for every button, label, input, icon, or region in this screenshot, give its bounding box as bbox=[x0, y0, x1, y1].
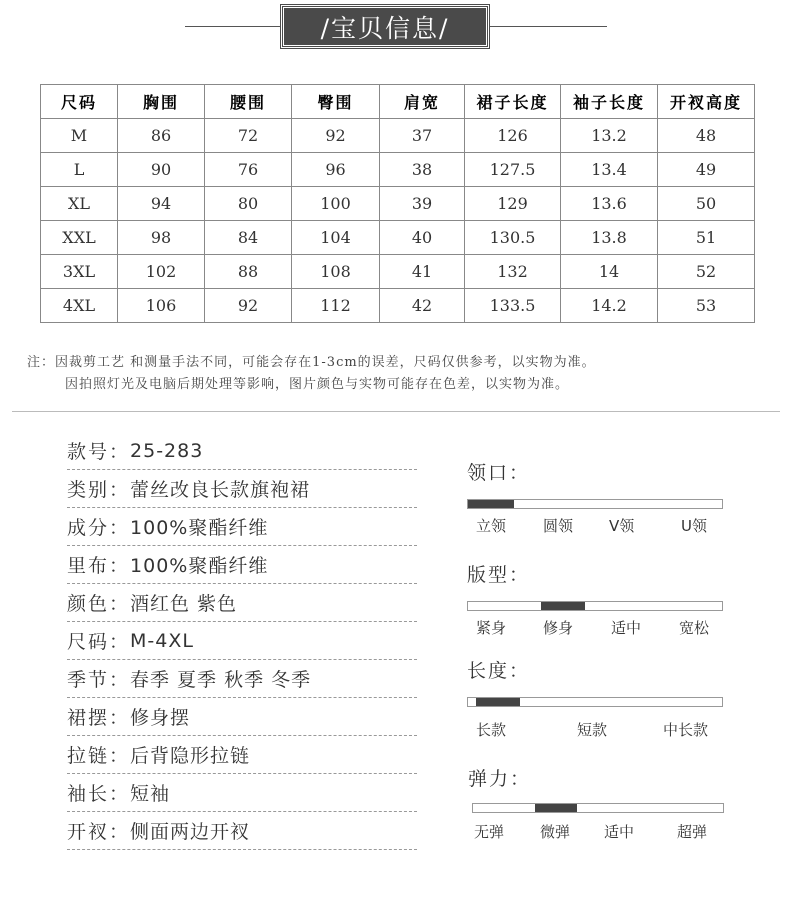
table-cell: 112 bbox=[292, 289, 380, 323]
scale-options bbox=[472, 821, 724, 841]
detail-value: 蕾丝改良长款旗袍裙 bbox=[130, 479, 311, 501]
title-line-left bbox=[185, 26, 281, 27]
scale-bar bbox=[467, 499, 723, 509]
detail-label: 袖长： bbox=[67, 783, 131, 805]
detail-value: 侧面两边开衩 bbox=[130, 821, 251, 843]
detail-label: 拉链： bbox=[67, 745, 131, 767]
table-cell: 38 bbox=[380, 153, 465, 187]
scale-option: 适中 bbox=[604, 823, 635, 841]
product-details bbox=[67, 432, 417, 850]
detail-label: 季节： bbox=[67, 669, 131, 691]
table-cell: 53 bbox=[658, 289, 755, 323]
table-cell: 51 bbox=[658, 221, 755, 255]
detail-row bbox=[67, 470, 417, 508]
table-row bbox=[41, 187, 755, 221]
table-cell: 130.5 bbox=[465, 221, 561, 255]
table-cell: 40 bbox=[380, 221, 465, 255]
scale-option: 中长款 bbox=[663, 721, 709, 739]
scale-option: 微弹 bbox=[540, 823, 571, 841]
scale-bar bbox=[467, 697, 723, 707]
scale-option: V领 bbox=[609, 517, 635, 535]
scale-indicator bbox=[468, 500, 514, 508]
table-cell: 104 bbox=[292, 221, 380, 255]
section-divider bbox=[12, 411, 780, 412]
table-cell: 88 bbox=[205, 255, 292, 289]
detail-value: 酒红色 紫色 bbox=[130, 593, 238, 615]
scale-option: 圆领 bbox=[543, 517, 574, 535]
scale-option: 修身 bbox=[543, 619, 574, 637]
table-cell: 13.8 bbox=[561, 221, 658, 255]
scale-options bbox=[467, 617, 723, 637]
detail-value: 后背隐形拉链 bbox=[130, 745, 251, 767]
table-cell: 13.4 bbox=[561, 153, 658, 187]
scale-option: U领 bbox=[681, 517, 707, 535]
table-row bbox=[41, 221, 755, 255]
scale-title: 领口： bbox=[467, 462, 531, 484]
note-line-1: 注：因裁剪工艺 和测量手法不同，可能会存在1-3cm的误差，尺码仅供参考，以实物为准。 bbox=[27, 355, 596, 370]
table-cell: XL bbox=[41, 187, 118, 221]
table-cell: XXL bbox=[41, 221, 118, 255]
detail-label: 类别： bbox=[67, 479, 131, 501]
detail-label: 款号： bbox=[67, 441, 131, 463]
column-header: 袖子长度 bbox=[561, 85, 658, 119]
table-cell: 39 bbox=[380, 187, 465, 221]
detail-label: 尺码： bbox=[67, 631, 131, 653]
detail-label: 开衩： bbox=[67, 821, 131, 843]
detail-value: 100%聚酯纤维 bbox=[130, 555, 269, 577]
detail-value: 25-283 bbox=[130, 439, 204, 462]
table-cell: 90 bbox=[118, 153, 205, 187]
scale-option: 长款 bbox=[476, 721, 507, 739]
detail-value: 春季 夏季 秋季 冬季 bbox=[130, 669, 312, 691]
table-cell: 50 bbox=[658, 187, 755, 221]
table-cell: 14.2 bbox=[561, 289, 658, 323]
table-row bbox=[41, 153, 755, 187]
table-cell: 3XL bbox=[41, 255, 118, 289]
detail-label: 里布： bbox=[67, 555, 131, 577]
detail-row bbox=[67, 508, 417, 546]
scale-option: 适中 bbox=[611, 619, 642, 637]
table-cell: M bbox=[41, 119, 118, 153]
detail-row bbox=[67, 698, 417, 736]
table-row bbox=[41, 119, 755, 153]
column-header: 肩宽 bbox=[380, 85, 465, 119]
detail-row bbox=[67, 584, 417, 622]
scale-length bbox=[467, 656, 723, 739]
table-cell: 80 bbox=[205, 187, 292, 221]
detail-value: 100%聚酯纤维 bbox=[130, 517, 269, 539]
detail-label: 裙摆： bbox=[67, 707, 131, 729]
table-cell: 126 bbox=[465, 119, 561, 153]
detail-row bbox=[67, 660, 417, 698]
detail-label: 成分： bbox=[67, 517, 131, 539]
detail-row bbox=[67, 774, 417, 812]
table-cell: 127.5 bbox=[465, 153, 561, 187]
table-cell: 42 bbox=[380, 289, 465, 323]
table-cell: 129 bbox=[465, 187, 561, 221]
table-cell: 96 bbox=[292, 153, 380, 187]
column-header: 臀围 bbox=[292, 85, 380, 119]
table-cell: 102 bbox=[118, 255, 205, 289]
detail-row bbox=[67, 622, 417, 660]
detail-row bbox=[67, 812, 417, 850]
table-cell: 92 bbox=[292, 119, 380, 153]
table-cell: 133.5 bbox=[465, 289, 561, 323]
scale-option: 超弹 bbox=[677, 823, 708, 841]
table-cell: 72 bbox=[205, 119, 292, 153]
table-cell: 13.6 bbox=[561, 187, 658, 221]
table-cell: 41 bbox=[380, 255, 465, 289]
column-header: 腰围 bbox=[205, 85, 292, 119]
scale-option: 无弹 bbox=[474, 823, 505, 841]
column-header: 开衩高度 bbox=[658, 85, 755, 119]
scale-options bbox=[467, 515, 723, 535]
table-cell: 37 bbox=[380, 119, 465, 153]
detail-value: 修身摆 bbox=[130, 707, 191, 729]
table-cell: 98 bbox=[118, 221, 205, 255]
scale-indicator bbox=[541, 602, 585, 610]
scale-option: 紧身 bbox=[476, 619, 507, 637]
scale-indicator bbox=[535, 804, 577, 812]
column-header: 裙子长度 bbox=[465, 85, 561, 119]
table-cell: 86 bbox=[118, 119, 205, 153]
scale-collar bbox=[467, 458, 723, 535]
table-cell: 52 bbox=[658, 255, 755, 289]
column-header: 尺码 bbox=[41, 85, 118, 119]
scale-fit bbox=[467, 560, 723, 637]
detail-row bbox=[67, 546, 417, 584]
table-cell: 49 bbox=[658, 153, 755, 187]
scale-elasticity bbox=[468, 764, 724, 841]
table-cell: 84 bbox=[205, 221, 292, 255]
table-cell: 14 bbox=[561, 255, 658, 289]
table-cell: 132 bbox=[465, 255, 561, 289]
scale-bar bbox=[467, 601, 723, 611]
title-line-right bbox=[489, 26, 607, 27]
scale-title: 弹力： bbox=[468, 768, 532, 790]
scale-options bbox=[467, 719, 723, 739]
detail-value: 短袖 bbox=[130, 783, 171, 805]
detail-label: 颜色： bbox=[67, 593, 131, 615]
table-cell: 13.2 bbox=[561, 119, 658, 153]
scale-option: 宽松 bbox=[679, 619, 710, 637]
note-line-2: 因拍照灯光及电脑后期处理等影响，图片颜色与实物可能存在色差，以实物为准。 bbox=[65, 377, 570, 392]
table-row bbox=[41, 289, 755, 323]
scale-indicator bbox=[476, 698, 520, 706]
table-cell: 106 bbox=[118, 289, 205, 323]
table-cell: 100 bbox=[292, 187, 380, 221]
table-cell: 48 bbox=[658, 119, 755, 153]
table-cell: 4XL bbox=[41, 289, 118, 323]
table-cell: L bbox=[41, 153, 118, 187]
scale-title: 长度： bbox=[467, 660, 531, 682]
detail-row bbox=[67, 432, 417, 470]
column-header: 胸围 bbox=[118, 85, 205, 119]
table-row bbox=[41, 255, 755, 289]
detail-value: M-4XL bbox=[130, 629, 194, 652]
size-table-header-row bbox=[41, 85, 755, 119]
scale-title: 版型： bbox=[467, 564, 531, 586]
table-cell: 108 bbox=[292, 255, 380, 289]
table-cell: 94 bbox=[118, 187, 205, 221]
scale-bar bbox=[472, 803, 724, 813]
table-cell: 76 bbox=[205, 153, 292, 187]
table-cell: 92 bbox=[205, 289, 292, 323]
size-table bbox=[40, 84, 755, 323]
scale-option: 立领 bbox=[476, 517, 507, 535]
section-title: /宝贝信息/ bbox=[281, 5, 489, 48]
scale-option: 短款 bbox=[577, 721, 608, 739]
detail-row bbox=[67, 736, 417, 774]
